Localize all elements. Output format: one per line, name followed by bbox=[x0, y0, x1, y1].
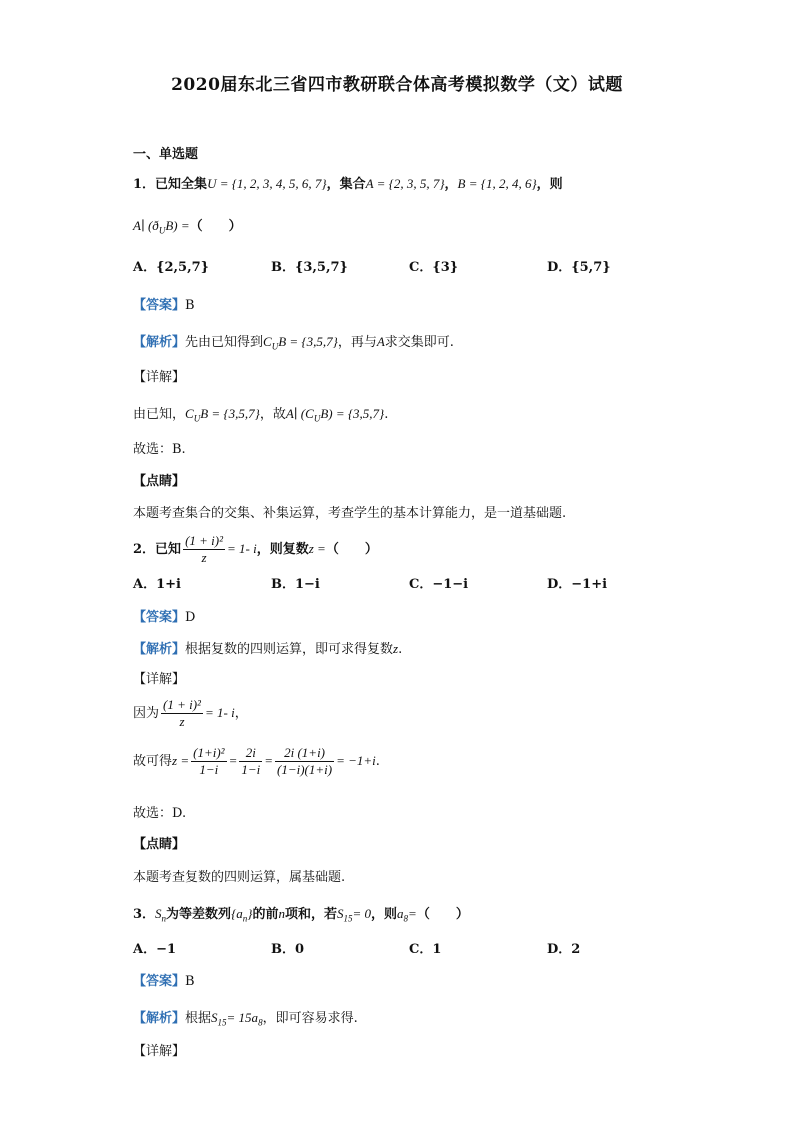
q2-derivation-z: z = bbox=[172, 753, 190, 768]
q2-paren: （ ） bbox=[325, 542, 378, 557]
q1-option-d: D．{5,7} bbox=[547, 260, 611, 275]
q3-answer bbox=[133, 973, 195, 991]
q1-sep: ， bbox=[444, 177, 458, 192]
q3-sn: S bbox=[155, 906, 162, 921]
q1-set-u: U = {1, 2, 3, 4, 5, 6, 7} bbox=[207, 176, 327, 191]
q2-detail-fraction bbox=[161, 697, 203, 730]
q2-analysis-text-b: . bbox=[398, 642, 403, 657]
q2-derivation-text: 故可得 bbox=[133, 754, 173, 769]
q1-comment: 本题考查集合的交集、补集运算，考查学生的基本计算能力，是一道基础题. bbox=[133, 506, 567, 521]
q3-analysis-s-sub: 15 bbox=[217, 1017, 227, 1028]
q3-analysis-label: 【解析】 bbox=[133, 1011, 186, 1026]
page-title: 2020届东北三省四市教研联合体高考模拟数学（文）试题 bbox=[171, 75, 623, 95]
q3-analysis-s: S bbox=[211, 1010, 218, 1025]
q3-detail-label: 【详解】 bbox=[133, 1044, 186, 1059]
q2-fraction bbox=[183, 533, 225, 566]
q1-answer-label: 【答案】 bbox=[133, 298, 186, 313]
q2-derivation-fraction-2 bbox=[239, 745, 262, 778]
q2-option-d: D．−1+i bbox=[547, 577, 608, 592]
q3-answer-label: 【答案】 bbox=[133, 974, 186, 989]
q3-stem-text-b: 的前 bbox=[252, 907, 279, 922]
q3-seq-end: } bbox=[247, 906, 253, 921]
q2-detail-label: 【详解】 bbox=[133, 672, 186, 687]
q2-f2-denominator: 1−i bbox=[241, 762, 261, 777]
q2-option-c: C．−1−i bbox=[409, 577, 469, 592]
q3-stem bbox=[133, 905, 469, 928]
q1-stem bbox=[133, 175, 563, 194]
q3-stem-text-d: ，则 bbox=[371, 907, 398, 922]
q2-detail bbox=[133, 697, 248, 730]
q1-expr: A∣ (ð bbox=[133, 218, 159, 233]
q2-analysis-var: z bbox=[393, 641, 399, 656]
q3-s15-sub: 15 bbox=[343, 913, 353, 924]
q2-derivation-fraction-3 bbox=[275, 745, 334, 778]
q1-analysis-sub: U bbox=[271, 341, 279, 352]
q2-f2-numerator: 2i bbox=[239, 745, 262, 762]
q1-answer-value: B bbox=[185, 298, 195, 313]
q1-set-a: A = {2, 3, 5, 7} bbox=[365, 176, 445, 191]
q1-option-a: A．{2,5,7} bbox=[133, 260, 209, 275]
q1-analysis-text-a: 先由已知得到 bbox=[185, 335, 264, 350]
q3-a8-tail: = bbox=[408, 906, 417, 921]
q1-detail-text-b: ，故 bbox=[259, 407, 286, 422]
q3-n: n bbox=[278, 906, 285, 921]
q1-conclusion: 故选：B. bbox=[133, 442, 186, 457]
q2-answer-label: 【答案】 bbox=[133, 610, 186, 625]
q2-option-a: A．1+i bbox=[133, 577, 181, 592]
q2-derivation-fraction-1 bbox=[191, 745, 226, 778]
q1-paren: （ ） bbox=[189, 219, 242, 234]
q1-detail-expr3: A∣ (C bbox=[285, 406, 314, 421]
q1-answer bbox=[133, 297, 195, 315]
q2-fraction-denominator: z bbox=[201, 550, 207, 565]
q1-stem-text-c: ，则 bbox=[536, 177, 563, 192]
q2-f3-numerator: 2i (1+i) bbox=[275, 745, 334, 762]
q2-comment: 本题考查复数的四则运算，属基础题. bbox=[133, 870, 346, 885]
q3-stem-text-c: 项和，若 bbox=[284, 907, 337, 922]
q1-stem-text-b: ，集合 bbox=[326, 177, 366, 192]
q3-s15: S bbox=[337, 906, 344, 921]
q2-stem bbox=[133, 533, 378, 566]
q2-detail-fraction-numerator: (1 + i)² bbox=[163, 697, 201, 712]
q1-comment-label: 【点睛】 bbox=[133, 474, 186, 489]
q1-detail-label: 【详解】 bbox=[133, 370, 186, 385]
q1-detail-expr2: B = {3,5,7} bbox=[200, 406, 260, 421]
q1-detail-sub: U bbox=[193, 413, 201, 424]
q2-f3-denominator: (1−i)(1+i) bbox=[277, 762, 333, 777]
q2-analysis-label: 【解析】 bbox=[133, 642, 186, 657]
q1-detail-text-c: . bbox=[384, 407, 389, 422]
q3-analysis-text-a: 根据 bbox=[185, 1011, 212, 1026]
q2-answer-value: D bbox=[185, 610, 196, 625]
q3-s15-tail: = 0 bbox=[352, 906, 372, 921]
q3-seq: {a bbox=[231, 906, 243, 921]
q1-stem-text-a: 已知全集 bbox=[155, 177, 208, 192]
q2-conclusion: 故选：D. bbox=[133, 806, 187, 821]
q1-analysis-text-c: 求交集即可. bbox=[384, 335, 454, 350]
q3-option-b: B．0 bbox=[271, 942, 305, 957]
q2-f1-numerator: (1+i)² bbox=[193, 745, 225, 760]
q2-derivation-end: . bbox=[375, 754, 380, 769]
q1-analysis-label: 【解析】 bbox=[133, 335, 186, 350]
q2-analysis bbox=[133, 640, 402, 659]
q2-detail-expr: = 1- i bbox=[204, 705, 235, 720]
q1-analysis-text-b: ，再与 bbox=[337, 335, 377, 350]
q3-a8: a bbox=[397, 906, 404, 921]
q1-option-c: C．{3} bbox=[409, 260, 459, 275]
q1-detail-text-a: 由已知， bbox=[133, 407, 186, 422]
q1-detail bbox=[133, 405, 388, 428]
q1-analysis-expr2: B = {3,5,7} bbox=[278, 334, 338, 349]
q1-analysis bbox=[133, 333, 454, 356]
q2-derivation-result: = −1+i bbox=[336, 753, 376, 768]
q3-sn-sub: n bbox=[161, 913, 167, 924]
q3-option-a: A．−1 bbox=[133, 942, 177, 957]
q1-detail-expr4: B) = {3,5,7} bbox=[320, 406, 385, 421]
q2-stem-text-b: ，则复数 bbox=[256, 542, 309, 557]
q2-detail-text-a: 因为 bbox=[133, 706, 160, 721]
q3-a8-sub: 8 bbox=[403, 913, 409, 924]
q1-expression bbox=[133, 217, 242, 240]
q1-expr-sub: U bbox=[158, 225, 166, 236]
q3-analysis-eq-sub: 8 bbox=[258, 1017, 263, 1028]
q1-set-b: B = {1, 2, 4, 6} bbox=[457, 176, 537, 191]
q2-stem-text-a: 已知 bbox=[155, 542, 182, 557]
q3-stem-text-a: 为等差数列 bbox=[166, 907, 232, 922]
q1-detail-expr: C bbox=[185, 406, 194, 421]
q2-answer bbox=[133, 609, 195, 627]
q3-analysis bbox=[133, 1009, 358, 1032]
q3-answer-value: B bbox=[185, 974, 195, 989]
q2-derivation: 故可得z = $\frac{\text{(1+i)²}}{1-i}$ = $\frac{2i}{1-i}$ = $\frac{2i (1+i)}{(1-i)(1+i)}$ = −1+i. bbox=[133, 745, 380, 777]
q3-paren: （ ） bbox=[416, 907, 469, 922]
q3-option-d: D．2 bbox=[547, 942, 581, 957]
q2-option-b: B．1−i bbox=[271, 577, 320, 592]
q3-number: 3． bbox=[133, 907, 156, 922]
q2-detail-fraction-denominator: z bbox=[179, 714, 185, 729]
q1-analysis-var: A bbox=[376, 334, 385, 349]
q1-option-b: B．{3,5,7} bbox=[271, 260, 348, 275]
q3-analysis-text-b: ，即可容易求得. bbox=[262, 1011, 358, 1026]
q2-f1-denominator: 1−i bbox=[199, 762, 219, 777]
q2-comment-label: 【点睛】 bbox=[133, 837, 186, 852]
q1-analysis-expr: C bbox=[263, 334, 272, 349]
section-heading: 一、单选题 bbox=[133, 147, 199, 162]
q2-fraction-numerator: (1 + i)² bbox=[185, 533, 224, 548]
q3-seq-sub: n bbox=[242, 913, 248, 924]
q2-stem-expr: = 1- i bbox=[227, 541, 257, 556]
q1-detail-sub2: U bbox=[313, 413, 321, 424]
q3-option-c: C．1 bbox=[409, 942, 442, 957]
q2-number: 2． bbox=[133, 542, 156, 557]
q2-analysis-text-a: 根据复数的四则运算，即可求得复数 bbox=[185, 642, 394, 657]
q1-number: 1． bbox=[133, 177, 156, 192]
q2-detail-text-b: ， bbox=[234, 706, 248, 721]
q3-analysis-eq: = 15a bbox=[226, 1010, 259, 1025]
q1-expr-tail: B) = bbox=[165, 218, 190, 233]
q2-stem-var: z = bbox=[308, 541, 326, 556]
